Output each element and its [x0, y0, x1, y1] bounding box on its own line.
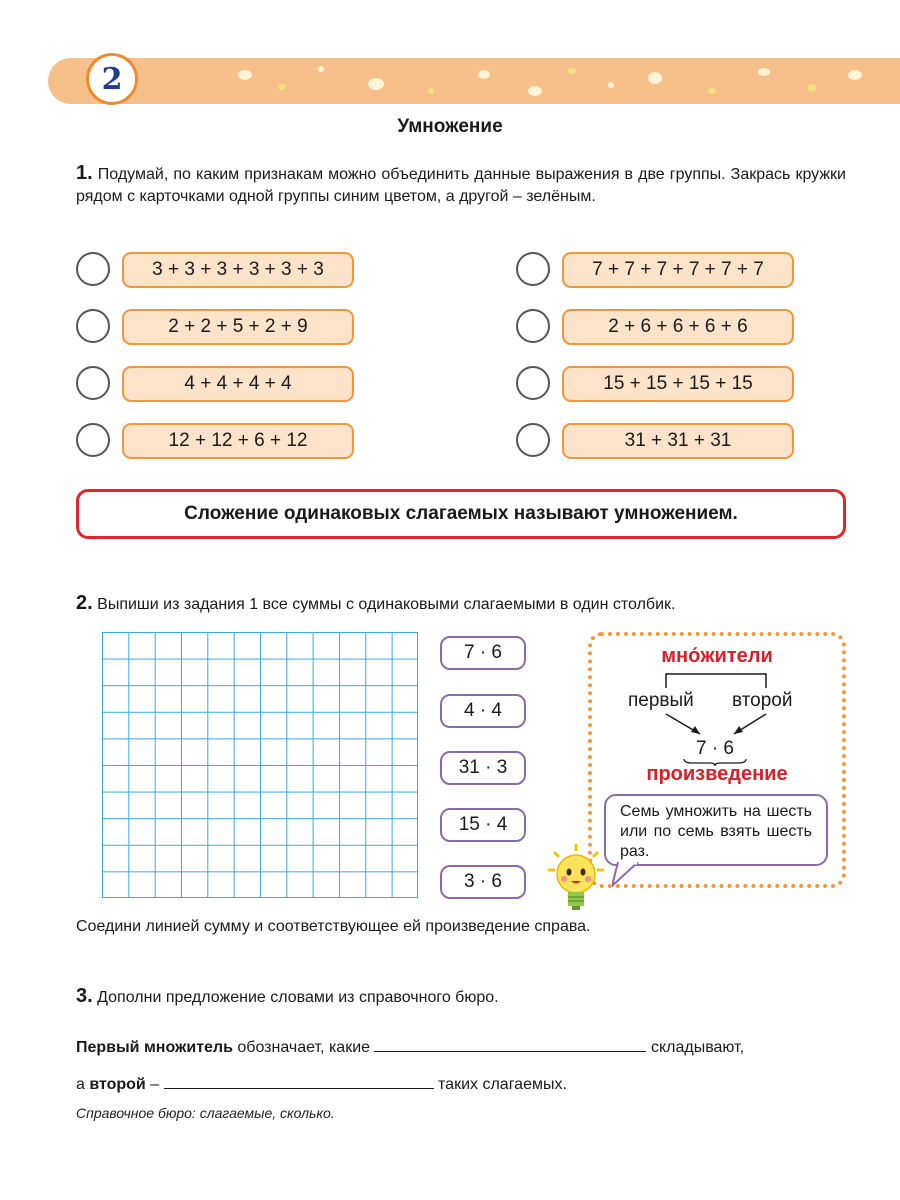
second-multiplier-label: второй	[89, 1076, 146, 1093]
rule-text: Сложение одинаковых слагаемых называют умножением.	[184, 503, 738, 524]
product-title: произведение	[646, 763, 788, 785]
page-number-badge	[86, 53, 138, 105]
answer-blank-1[interactable]	[374, 1035, 646, 1052]
expression-card: 2 + 6 + 6 + 6 + 6	[562, 309, 794, 345]
example-expression: 7 · 6	[695, 738, 735, 759]
sentence-line-1	[76, 1035, 856, 1057]
decor-dot	[758, 68, 770, 76]
bubble-tail-icon	[612, 862, 652, 888]
task3-text: Дополни предложение словами из справочного бюро.	[97, 989, 499, 1006]
connect-instruction: Соедини линией сумму и соответствующее ей произведение справа.	[76, 918, 591, 935]
expression-card: 4 + 4 + 4 + 4	[122, 366, 354, 402]
decor-dot	[648, 72, 662, 84]
product-card[interactable]: 4 · 4	[440, 694, 526, 728]
decor-dot	[848, 70, 862, 80]
page-title: Умножение	[397, 116, 503, 137]
arrowhead-second-icon	[734, 726, 743, 734]
line1-text-a: обозначает, какие	[237, 1039, 371, 1056]
second-word: второй	[732, 690, 793, 711]
bracket-line	[666, 674, 766, 688]
color-circle[interactable]	[76, 309, 110, 343]
bubble-text: Семь умножить на шесть или по семь взять шесть раз.	[620, 803, 812, 860]
speech-bubble	[604, 794, 828, 866]
color-circle[interactable]	[516, 309, 550, 343]
product-card[interactable]: 15 · 4	[440, 808, 526, 842]
sentence-line-2	[76, 1072, 567, 1094]
task2-text: Выпиши из задания 1 все суммы с одинаковыми слагаемыми в один столбик.	[97, 596, 676, 613]
first-word: первый	[628, 690, 694, 711]
arrowhead-first-icon	[691, 726, 700, 734]
decor-dot	[708, 88, 716, 94]
task3-number: 3.	[76, 985, 93, 1007]
color-circle[interactable]	[516, 366, 550, 400]
answer-blank-2[interactable]	[164, 1072, 434, 1089]
task1-instruction	[76, 162, 846, 208]
decor-dot	[608, 82, 614, 88]
product-card[interactable]: 3 · 6	[440, 865, 526, 899]
decor-dot	[568, 68, 576, 74]
decor-dot	[278, 84, 286, 90]
page-number: 2	[101, 61, 123, 97]
task2-number: 2.	[76, 592, 93, 614]
color-circle[interactable]	[76, 366, 110, 400]
decor-dot	[318, 66, 324, 72]
decor-dot	[808, 84, 816, 92]
task2-instruction	[76, 592, 675, 616]
line2-text-a: а	[76, 1076, 85, 1093]
decor-dot	[528, 86, 542, 96]
answer-grid[interactable]	[102, 632, 418, 898]
decor-dot	[428, 88, 434, 94]
multipliers-diagram	[588, 668, 846, 748]
lightbulb-mascot-icon	[546, 842, 606, 914]
color-circle[interactable]	[76, 252, 110, 286]
task1-text: Подумай, по каким признакам можно объединить данные выражения в две группы. Закрась кружки рядом с карточками одной группы синим цветом, а другой – зелёным.	[76, 166, 846, 205]
expression-card: 3 + 3 + 3 + 3 + 3 + 3	[122, 252, 354, 288]
decor-dot	[368, 78, 384, 90]
color-circle[interactable]	[76, 423, 110, 457]
product-card[interactable]: 31 · 3	[440, 751, 526, 785]
reference-bureau: Справочное бюро: слагаемые, сколько.	[76, 1105, 335, 1121]
first-multiplier-label: Первый множитель	[76, 1039, 233, 1056]
line2-dash: –	[150, 1076, 160, 1093]
expression-card: 15 + 15 + 15 + 15	[562, 366, 794, 402]
color-circle[interactable]	[516, 252, 550, 286]
product-card[interactable]: 7 · 6	[440, 636, 526, 670]
task1-number: 1.	[76, 162, 93, 184]
multipliers-title: мно́жители	[661, 645, 773, 667]
header-band	[48, 58, 900, 104]
expression-card: 7 + 7 + 7 + 7 + 7 + 7	[562, 252, 794, 288]
line1-text-b: складывают,	[650, 1039, 745, 1056]
expression-card: 12 + 12 + 6 + 12	[122, 423, 354, 459]
decor-dot	[238, 70, 252, 80]
decor-dot	[478, 70, 490, 79]
line2-text-b: таких слагаемых.	[438, 1076, 567, 1093]
color-circle[interactable]	[516, 423, 550, 457]
expression-card: 2 + 2 + 5 + 2 + 9	[122, 309, 354, 345]
task3-instruction	[76, 985, 499, 1009]
expression-card: 31 + 31 + 31	[562, 423, 794, 459]
rule-box	[76, 489, 846, 539]
